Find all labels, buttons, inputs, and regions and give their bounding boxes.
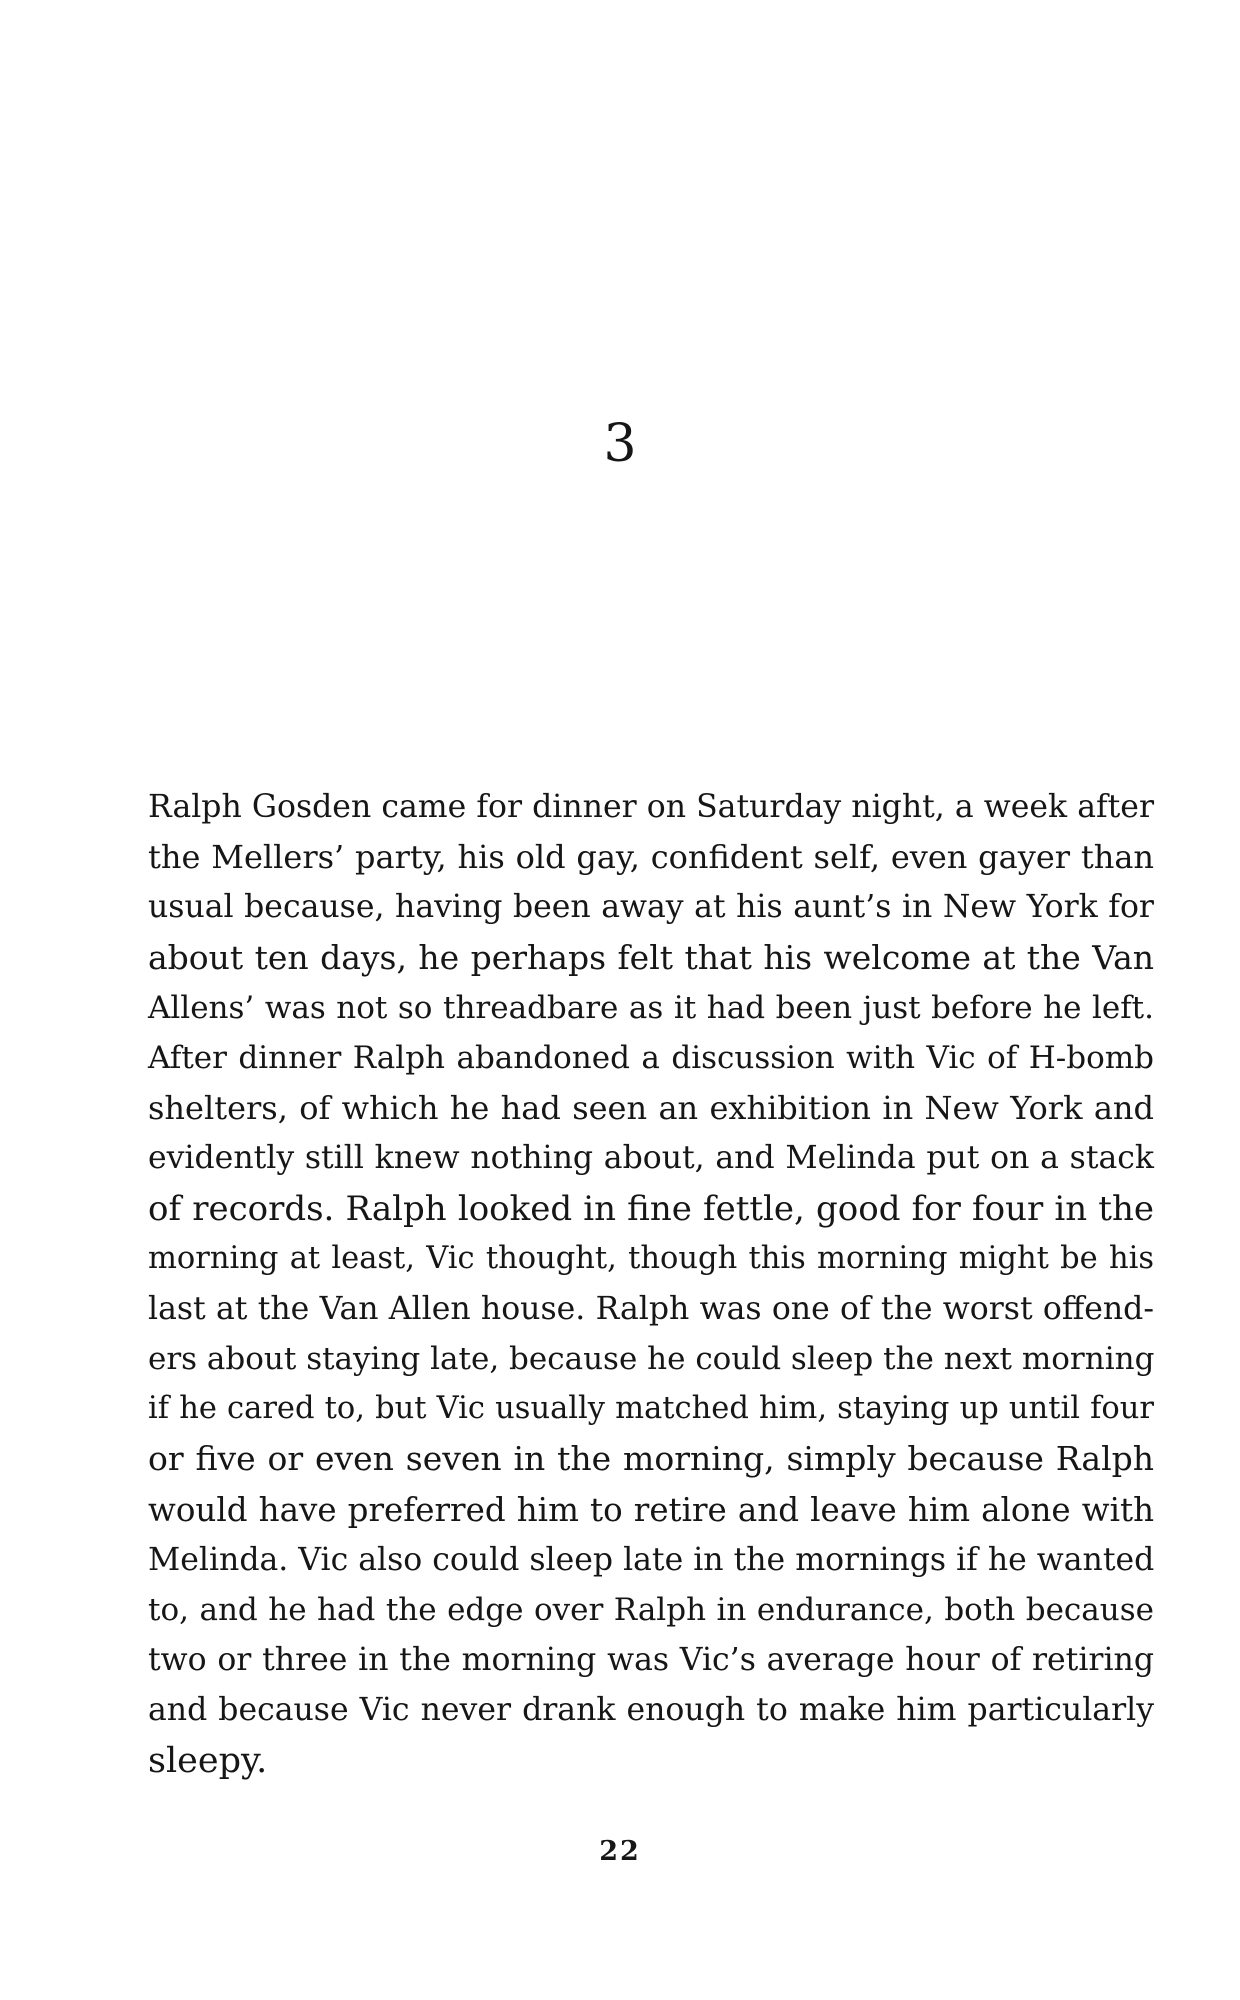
text-line: of records. Ralph looked in fine fettle, good for four in the	[148, 1188, 1154, 1229]
text-line: last at the Van Allen house. Ralph was one of the worst offend-	[148, 1290, 1154, 1327]
text-line: Ralph Gosden came for dinner on Saturday night, a week after	[148, 789, 1154, 825]
text-line: two or three in the morning was Vic’s average hour of retiring	[148, 1642, 1154, 1679]
page-number: 22	[599, 1836, 641, 1867]
text-line: sleepy.	[148, 1740, 268, 1781]
text-line: After dinner Ralph abandoned a discussion with Vic of H-bomb	[148, 1039, 1154, 1076]
text-line: and because Vic never drank enough to make him particularly	[148, 1692, 1154, 1729]
text-line: evidently still knew nothing about, and Melinda put on a stack	[148, 1140, 1154, 1177]
text-line: morning at least, Vic thought, though this morning might be his	[148, 1240, 1154, 1276]
text-line: or five or even seven in the morning, simply because Ralph	[148, 1439, 1154, 1479]
text-line: would have preferred him to retire and leave him alone with	[148, 1490, 1154, 1529]
text-line: usual because, having been away at his aunt’s in New York for	[148, 889, 1154, 926]
text-line: if he cared to, but Vic usually matched him, staying up until four	[148, 1391, 1154, 1427]
text-line: to, and he had the edge over Ralph in endurance, both because	[148, 1592, 1154, 1628]
text-line: ers about staying late, because he could sleep the next morning	[148, 1341, 1155, 1378]
text-line: Allens’ was not so threadbare as it had been just before he left.	[148, 989, 1154, 1026]
text-line: the Mellers’ party, his old gay, confident self, even gayer than	[148, 838, 1154, 877]
chapter-number: 3	[603, 414, 637, 474]
text-line: shelters, of which he had seen an exhibition in New York and	[148, 1089, 1154, 1128]
text-line: about ten days, he perhaps felt that his welcome at the Van	[148, 937, 1154, 977]
text-line: Melinda. Vic also could sleep late in the mornings if he wanted	[148, 1541, 1155, 1578]
body-paragraph	[148, 782, 1154, 1786]
